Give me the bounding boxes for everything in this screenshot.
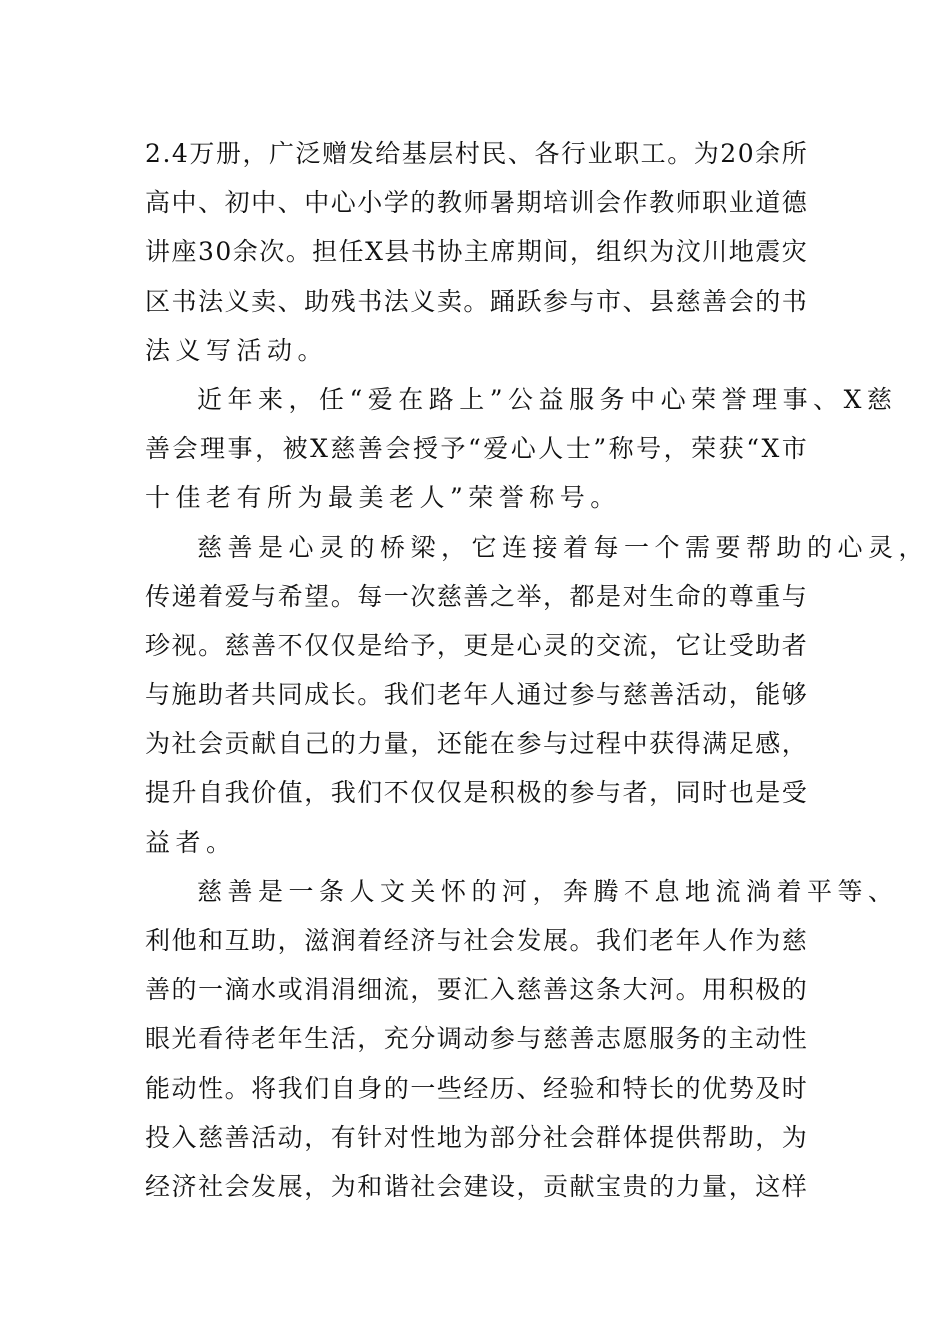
- paragraph-4-line-4: 眼 光 看 待 老 年 生 活 ， 充 分 调 动 参 与 慈 善 志 愿 服 务 的 主 动 性: [145, 1024, 807, 1054]
- paragraph-1-line-3: 讲 座 3 0 余 次 。 担 任 X 县 书 协 主 席 期 间 ， 组 织 为 汶 川 地 震 灾: [145, 237, 807, 267]
- document-body: [145, 129, 930, 1211]
- paragraph-1-line-5: 法义写活动。: [145, 335, 329, 365]
- paragraph-2-line-3: 十佳老有所为最美老人”荣誉称号。: [145, 483, 621, 513]
- paragraph-4-line-3: 善 的 一 滴 水 或 涓 涓 细 流 ， 要 汇 入 慈 善 这 条 大 河 。 用 积 极 的: [145, 975, 807, 1005]
- paragraph-2-line-2: 善 会 理 事 ， 被 X 慈 善 会 授 予 “ 爱 心 人 士 ” 称 号 ， 荣 获 “ X 市: [145, 434, 807, 464]
- paragraph-3-line-5: 为 社 会 贡 献 自 己 的 力 量 ， 还 能 在 参 与 过 程 中 获 得 满 足 感 ，: [145, 729, 807, 759]
- paragraph-1-line-2: 高 中 、 初 中 、 中 心 小 学 的 教 师 暑 期 培 训 会 作 教 师 职 业 道 德: [145, 188, 807, 218]
- paragraph-1-line-4: 区 书 法 义 卖 、 助 残 书 法 义 卖 。 踊 跃 参 与 市 、 县 慈 善 会 的 书: [145, 286, 807, 316]
- paragraph-2-line-1: 近年来，任“爱在路上”公益服务中心荣誉理事、X慈: [197, 384, 898, 414]
- paragraph-3-line-2: 传 递 着 爱 与 希 望 。 每 一 次 慈 善 之 举 ， 都 是 对 生 命 的 尊 重 与: [145, 581, 807, 611]
- paragraph-3-line-6: 提 升 自 我 价 值 ， 我 们 不 仅 仅 是 积 极 的 参 与 者 ， 同 时 也 是 受: [145, 778, 807, 808]
- paragraph-4-line-5: 能 动 性 。 将 我 们 自 身 的 一 些 经 历 、 经 验 和 特 长 的 优 势 及 时: [145, 1073, 807, 1103]
- paragraph-4-line-7: 经 济 社 会 发 展 ， 为 和 谐 社 会 建 设 ， 贡 献 宝 贵 的 力 量 ， 这 样: [145, 1171, 807, 1201]
- paragraph-4-line-6: 投 入 慈 善 活 动 ， 有 针 对 性 地 为 部 分 社 会 群 体 提 供 帮 助 ， 为: [145, 1122, 807, 1152]
- paragraph-4-line-1: 慈善是一条人文关怀的河，奔腾不息地流淌着平等、: [197, 876, 899, 906]
- paragraph-4-line-2: 利 他 和 互 助 ， 滋 润 着 经 济 与 社 会 发 展 。 我 们 老 年 人 作 为 慈: [145, 926, 807, 955]
- paragraph-3-line-1: 慈善是心灵的桥梁，它连接着每一个需要帮助的心灵，: [197, 532, 930, 562]
- paragraph-3-line-4: 与 施 助 者 共 同 成 长 。 我 们 老 年 人 通 过 参 与 慈 善 活 动 ， 能 够: [145, 680, 807, 710]
- paragraph-3-line-3: 珍 视 。 慈 善 不 仅 仅 是 给 予 ， 更 是 心 灵 的 交 流 ， 它 让 受 助 者: [145, 630, 807, 660]
- paragraph-1-line-1: 2 . 4 万 册 ， 广 泛 赠 发 给 基 层 村 民 、 各 行 业 职 工 。 为 2 0 余 所: [145, 139, 807, 168]
- paragraph-3-line-7: 益者。: [145, 827, 237, 857]
